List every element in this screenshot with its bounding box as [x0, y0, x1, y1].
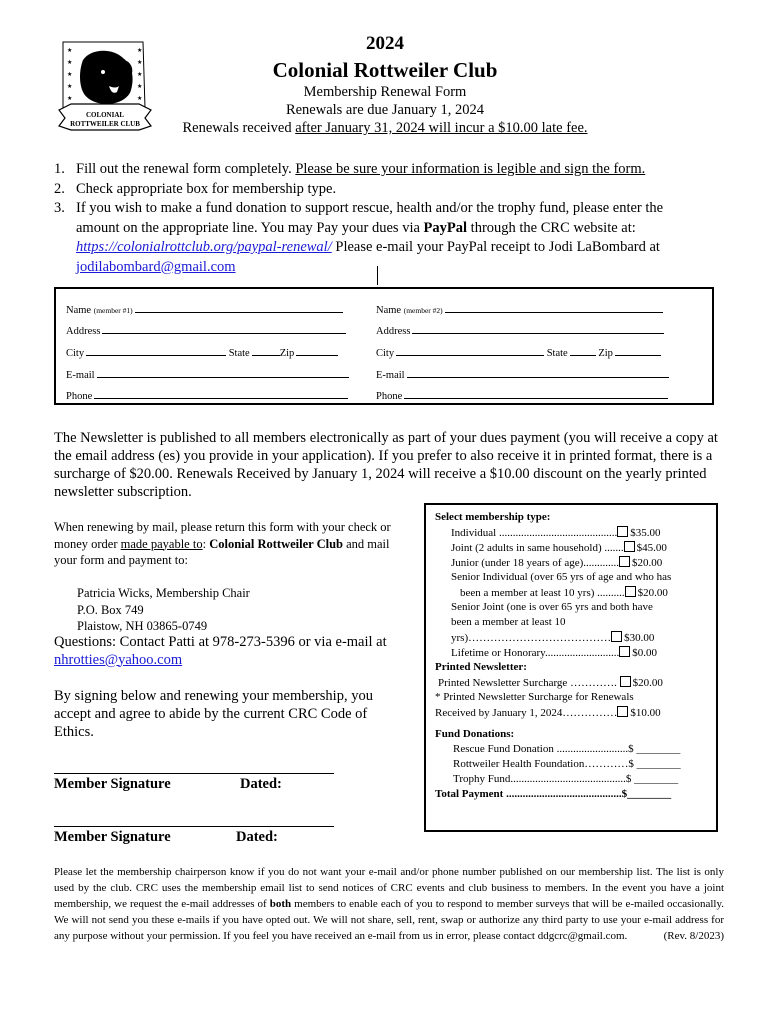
member1-name-field[interactable]: Name (member #1)	[66, 303, 343, 316]
svg-text:★: ★	[137, 60, 143, 66]
option-junior[interactable]: Junior (under 18 years of age)............. $20.00	[451, 557, 663, 569]
revision-date: (Rev. 8/2023)	[663, 930, 724, 942]
code-of-ethics-text: By signing below and renewing your membership, you accept and agree to abide by the current CRC Code of Ethics.	[54, 688, 373, 740]
signature-label-2: Member Signature	[54, 829, 171, 845]
mail-instructions: When renewing by mail, please return this form with your check or money order made payable to: Colonial Rottweiler Club and mail your form and payment to:	[54, 520, 391, 567]
svg-text:★: ★	[137, 96, 143, 102]
option-senior-joint[interactable]: yrs)………………………………… $30.00	[451, 632, 655, 644]
jodi-email-link[interactable]: jodilabombard@gmail.com	[76, 258, 236, 275]
newsletter-title: Printed Newsletter:	[435, 661, 527, 673]
form-title: Membership Renewal Form	[303, 84, 467, 100]
newsletter-paragraph: The Newsletter is published to all members electronically as part of your dues payment (you will receive a copy at the email address (es) you provide in your application). If you prefer to also receive it in printed format, there is a surcharge of $20.00. Renewals Received by January 1, 2024 will receive a $10.00 discount on the yearly printed newsletter subscription.	[54, 430, 718, 500]
svg-text:★: ★	[137, 84, 143, 90]
member2-city-state-zip[interactable]: City State Zip	[376, 346, 661, 359]
late-fee-notice: Renewals received after January 31, 2024 will incur a $10.00 late fee.	[182, 120, 588, 136]
member1-email-field[interactable]: E-mail	[66, 368, 349, 381]
dated-label-1: Dated:	[240, 776, 282, 792]
option-newsletter-surcharge[interactable]: Printed Newsletter Surcharge …………. $20.00	[438, 677, 663, 689]
checkbox[interactable]	[620, 676, 631, 687]
text-cursor	[377, 266, 378, 285]
signature-line-2[interactable]	[54, 826, 334, 827]
fund-rescue[interactable]: Rescue Fund Donation ..........................$ ________	[453, 743, 681, 755]
option-lifetime[interactable]: Lifetime or Honorary........................... $0.00	[451, 647, 657, 659]
member1-phone-field[interactable]: Phone	[66, 389, 348, 402]
club-name: Colonial Rottweiler Club	[272, 58, 498, 82]
svg-text:★: ★	[67, 60, 73, 66]
due-date: Renewals are due January 1, 2024	[285, 102, 485, 118]
svg-text:★: ★	[67, 48, 73, 54]
checkbox[interactable]	[611, 631, 622, 642]
patti-email-link[interactable]: nhrotties@yahoo.com	[54, 651, 183, 668]
instruction-1: 1. Fill out the renewal form completely. Please be sure your information is legible and sign the form.	[54, 161, 646, 177]
checkbox[interactable]	[617, 526, 628, 537]
svg-text:★: ★	[67, 72, 73, 78]
fund-health[interactable]: Rottweiler Health Foundation…………$ ________	[453, 758, 681, 770]
option-senior-joint-label-a: Senior Joint (one is over 65 yrs and both have	[451, 601, 653, 613]
member2-email-field[interactable]: E-mail	[376, 368, 669, 381]
svg-text:★: ★	[67, 96, 73, 102]
option-senior-joint-label-b: been a member at least 10	[451, 616, 566, 628]
svg-text:★: ★	[137, 48, 143, 54]
membership-title: Select membership type:	[435, 511, 551, 523]
fund-trophy[interactable]: Trophy Fund..........................................$ ________	[453, 773, 679, 785]
signature-label-1: Member Signature	[54, 776, 171, 792]
membership-type-box	[424, 503, 718, 832]
logo-text-line1: COLONIAL	[85, 111, 125, 119]
svg-text:★: ★	[67, 84, 73, 90]
member1-address-field[interactable]: Address	[66, 324, 346, 337]
member2-phone-field[interactable]: Phone	[376, 389, 668, 402]
option-senior-label: Senior Individual (over 65 yrs of age and who has	[451, 571, 672, 583]
privacy-footer: Please let the membership chairperson know if you do not want your e-mail and/or phone number published on our membership list. The list is only used by the club. CRC uses the membership email list to send notices of CRC events and club business to members. In the event you have a joint membership, we request the e-mail addresses of both members to enable each of you to respond to member surveys that will be e-mailed occasionally. We will not send you these e-mails if you have opted out. We will not share, sell, rent, swap or authorize any third party to use your e-mail address for any purpose without your permission. If you feel you have received an e-mail from us in error, please contact ddgcrc@gmail.com. (Rev. 8/2023)	[54, 866, 724, 942]
mailing-address: Patricia Wicks, Membership Chair P.O. Box 749 Plaistow, NH 03865-0749	[77, 586, 250, 633]
questions-contact: Questions: Contact Patti at 978-273-5396 or via e-mail at nhrotties@yahoo.com	[54, 634, 387, 668]
paypal-renewal-link[interactable]: https://colonialrottclub.org/paypal-renewal/	[76, 239, 332, 255]
logo-text-line2: ROTTWEILER CLUB	[70, 120, 140, 128]
option-individual[interactable]: Individual ........................................... $35.00	[451, 527, 661, 539]
svg-text:★: ★	[137, 72, 143, 78]
fund-title: Fund Donations:	[435, 728, 515, 740]
option-senior-individual[interactable]: been a member at least 10 yrs) .......... $20.00	[460, 587, 668, 599]
option-joint[interactable]: Joint (2 adults in same household) ....... $45.00	[451, 542, 667, 554]
option-newsletter-renewal[interactable]: Received by January 1, 2024…………… $10.00	[435, 707, 661, 719]
checkbox[interactable]	[619, 556, 630, 567]
form-year: 2024	[366, 33, 404, 54]
checkbox[interactable]	[619, 646, 630, 657]
total-payment[interactable]: Total Payment ..........................................$________	[435, 788, 672, 800]
checkbox[interactable]	[625, 586, 636, 597]
instruction-3: 3. If you wish to make a fund donation to support rescue, health and/or the trophy fund, please enter the amount on the appropriate line. You may Pay your dues via PayPal through the CRC website at: https://colonialrottclub.org/paypal-renewal/ Please e-mail your PayPal receipt to Jodi LaBombard at jodilabombard@gmail.com	[54, 200, 664, 275]
instructions-list	[54, 160, 704, 277]
member2-name-field[interactable]: Name (member #2)	[376, 303, 663, 316]
signature-line-1[interactable]	[54, 773, 334, 774]
member2-address-field[interactable]: Address	[376, 324, 664, 337]
checkbox[interactable]	[617, 706, 628, 717]
dated-label-2: Dated:	[236, 829, 278, 845]
member1-city-state-zip[interactable]: City State Zip	[66, 346, 338, 359]
checkbox[interactable]	[624, 541, 635, 552]
member-info-box	[54, 287, 714, 405]
instruction-2: 2. Check appropriate box for membership type.	[54, 180, 337, 197]
newsletter-renewal-note: * Printed Newsletter Surcharge for Renewals	[435, 691, 634, 703]
